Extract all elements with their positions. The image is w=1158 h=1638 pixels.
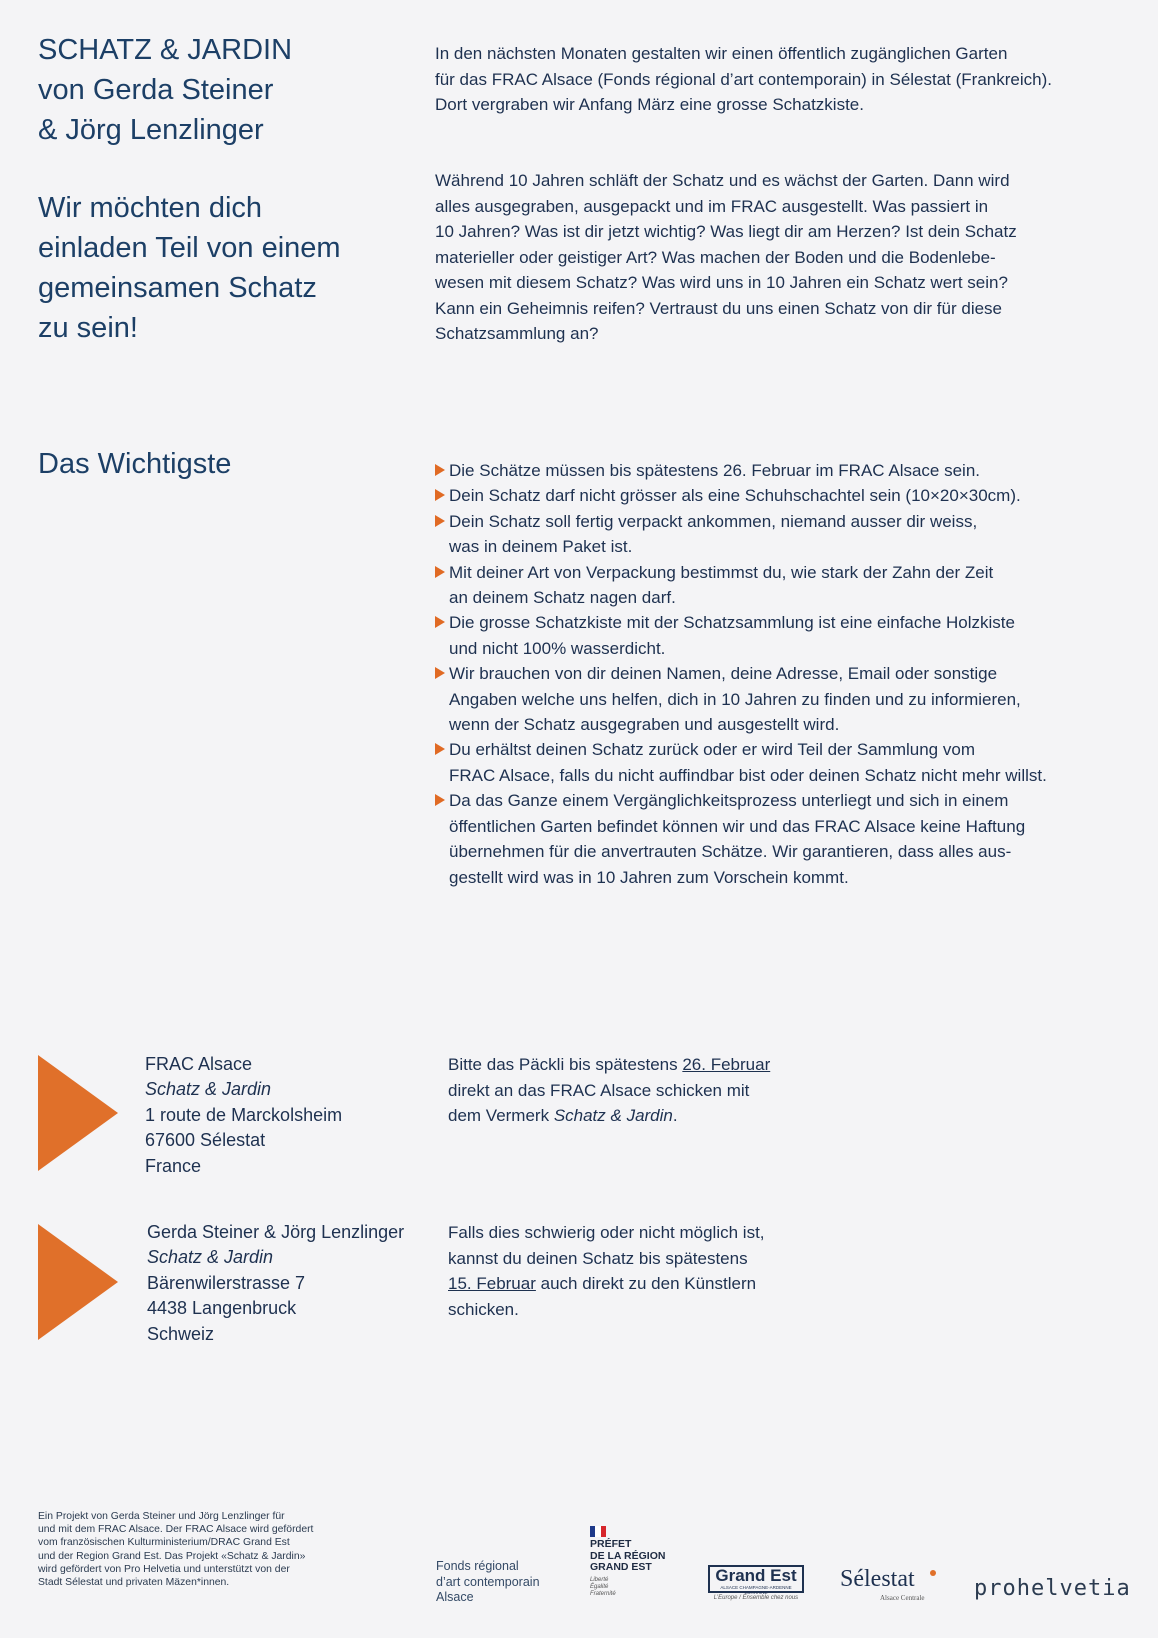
note-text: schicken.	[448, 1299, 519, 1319]
note-text: direkt an das FRAC Alsace schicken mit	[448, 1080, 750, 1100]
list-item-text: und nicht 100% wasserdicht.	[449, 638, 666, 658]
note-text: kannst du deinen Schatz bis spätestens	[448, 1248, 748, 1268]
credit-line: vom französischen Kulturministerium/DRAC Grand Est	[38, 1537, 290, 1549]
selestat-logo: Sélestat	[840, 1566, 915, 1592]
list-item	[435, 458, 1135, 483]
orange-triangle-icon	[38, 1224, 118, 1340]
triangle-bullet-icon	[435, 616, 445, 628]
deadline-date: 26. Februar	[682, 1055, 771, 1074]
selestat-logo-subtext: Alsace Centrale	[880, 1594, 925, 1602]
pro-helvetia-logo: prohelvetia	[974, 1576, 1131, 1601]
project-name: Schatz & Jardin	[553, 1106, 673, 1125]
title-line: SCHATZ & JARDIN	[38, 34, 293, 66]
intro-paragraph-2	[435, 168, 1135, 347]
section-title-important: Das Wichtigste	[38, 448, 232, 480]
grand-est-logo	[708, 1565, 804, 1593]
note-text: auch direkt zu den Künstlern	[535, 1274, 757, 1293]
footer-credits	[38, 1510, 378, 1589]
credit-line: wird gefördert von Pro Helvetia und unterstützt von der	[38, 1563, 290, 1575]
address-frac	[145, 1052, 342, 1179]
orange-triangle-icon	[38, 1055, 118, 1171]
triangle-bullet-icon	[435, 464, 445, 476]
list-item	[435, 661, 1135, 737]
logo-text: Grand Est	[715, 1566, 797, 1585]
list-item-text: Du erhältst deinen Schatz zurück oder er wird Teil der Sammlung vom	[449, 740, 975, 760]
list-item	[435, 610, 1135, 661]
logo-text: Alsace	[436, 1590, 474, 1604]
logo-text: DE LA RÉGION	[590, 1549, 666, 1562]
text-line: Dort vergraben wir Anfang März eine grosse Schatzkiste.	[435, 95, 864, 114]
note-text: dem Vermerk	[448, 1106, 554, 1125]
logo-text: PRÉFET	[590, 1538, 632, 1550]
logo-subtext: ALSACE CHAMPAGNE-ARDENNE LORRAINE	[720, 1585, 792, 1595]
list-item	[435, 483, 1135, 508]
triangle-bullet-icon	[435, 515, 445, 527]
title-line: von Gerda Steiner	[38, 74, 274, 106]
credit-line: Ein Projekt von Gerda Steiner und Jörg Lenzlinger für	[38, 1511, 285, 1522]
logo-motto: Liberté	[590, 1576, 609, 1583]
list-item	[435, 560, 1135, 611]
prefet-region-logo	[590, 1526, 690, 1598]
address-artists	[147, 1220, 404, 1347]
triangle-bullet-icon	[435, 743, 445, 755]
address-name: Gerda Steiner & Jörg Lenzlinger	[147, 1222, 405, 1242]
intro-paragraph-1	[435, 41, 1135, 118]
list-item-text: was in deinem Paket ist.	[449, 537, 633, 557]
logo-motto: Fraternité	[590, 1590, 616, 1597]
address-project: Schatz & Jardin	[145, 1079, 272, 1100]
invitation-heading	[38, 188, 398, 348]
triangle-bullet-icon	[435, 667, 445, 679]
text-line: In den nächsten Monaten gestalten wir einen öffentlich zugänglichen Garten	[435, 44, 1008, 63]
list-item-text: Angaben welche uns helfen, dich in 10 Jahren zu finden und zu informieren,	[449, 689, 1021, 709]
selestat-logo-mark-icon	[930, 1570, 936, 1576]
triangle-bullet-icon	[435, 566, 445, 578]
text-line: für das FRAC Alsace (Fonds régional d’art contemporain) in Sélestat (Frankreich).	[435, 69, 1052, 89]
logo-text: GRAND EST	[590, 1561, 652, 1573]
credit-line: Stadt Sélestat und privaten Mäzen*innen.	[38, 1577, 230, 1589]
triangle-bullet-icon	[435, 794, 445, 806]
list-item-text: gestellt wird was in 10 Jahren zum Vorschein kommt.	[449, 867, 849, 887]
triangle-bullet-icon	[435, 489, 445, 501]
french-flag-icon	[590, 1526, 606, 1537]
important-list	[435, 458, 1135, 890]
address-country: France	[145, 1155, 202, 1176]
page-title	[38, 30, 398, 150]
invite-line: gemeinsamen Schatz	[38, 272, 317, 304]
logo-text: Fonds régional	[436, 1559, 519, 1573]
list-item-text: Die Schätze müssen bis spätestens 26. Februar im FRAC Alsace sein.	[449, 461, 981, 480]
address-street: 1 route de Marckolsheim	[145, 1104, 343, 1125]
text-line: Während 10 Jahren schläft der Schatz und es wächst der Garten. Dann wird	[435, 171, 1010, 190]
address-project: Schatz & Jardin	[147, 1247, 274, 1268]
address-street: Bärenwilerstrasse 7	[147, 1272, 306, 1293]
text-line: wesen mit diesem Schatz? Was wird uns in 10 Jahren ein Schatz wert sein?	[435, 273, 1008, 292]
logo-text: d’art contemporain	[436, 1574, 540, 1589]
address-country: Schweiz	[147, 1323, 215, 1344]
address-city: 67600 Sélestat	[145, 1130, 266, 1151]
note-artists	[448, 1220, 765, 1322]
invite-line: Wir möchten dich	[38, 192, 263, 224]
list-item-text: Dein Schatz darf nicht grösser als eine Schuhschachtel sein (10×20×30cm).	[449, 486, 1021, 506]
text-line: 10 Jahren? Was ist dir jetzt wichtig? Was liegt dir am Herzen? Ist dein Schatz	[435, 222, 1017, 241]
list-item-text: Wir brauchen von dir deinen Namen, deine Adresse, Email oder sonstige	[449, 664, 998, 684]
list-item-text: Mit deiner Art von Verpackung bestimmst du, wie stark der Zahn der Zeit	[449, 562, 994, 582]
list-item-text: Da das Ganze einem Vergänglichkeitsprozess unterliegt und sich in einem	[449, 791, 1009, 811]
list-item-text: FRAC Alsace, falls du nicht auffindbar bist oder deinen Schatz nicht mehr willst.	[449, 765, 1047, 785]
list-item-text: an deinem Schatz nagen darf.	[449, 588, 676, 608]
list-item	[435, 737, 1135, 788]
title-line: & Jörg Lenzlinger	[38, 114, 264, 146]
deadline-date: 15. Februar	[448, 1274, 536, 1293]
note-text: Falls dies schwierig oder nicht möglich ist,	[448, 1223, 765, 1242]
list-item-text: Dein Schatz soll fertig verpackt ankommen, niemand ausser dir weiss,	[449, 511, 978, 531]
list-item	[435, 788, 1135, 890]
list-item-text: öffentlichen Garten befindet können wir und das FRAC Alsace keine Haftung	[449, 816, 1026, 836]
invite-line: einladen Teil von einem	[38, 232, 341, 264]
text-line: alles ausgegraben, ausgepackt und im FRAC ausgestellt. Was passiert in	[435, 196, 989, 216]
address-name: FRAC Alsace	[145, 1054, 253, 1074]
list-item-text: wenn der Schatz ausgegraben und ausgestellt wird.	[449, 715, 840, 735]
credit-line: und mit dem FRAC Alsace. Der FRAC Alsace wird gefördert	[38, 1524, 314, 1536]
note-frac	[448, 1052, 770, 1129]
text-line: materieller oder geistiger Art? Was machen der Boden und die Bodenlebe-	[435, 247, 996, 267]
credit-line: und der Region Grand Est. Das Projekt «Schatz & Jardin»	[38, 1550, 306, 1562]
text-line: Schatzsammlung an?	[435, 324, 599, 343]
note-text: Bitte das Päckli bis spätestens	[448, 1055, 683, 1074]
frac-alsace-logo	[436, 1559, 540, 1606]
grand-est-tagline: L’Europe / Ensemble chez nous	[713, 1595, 799, 1601]
list-item-text: Die grosse Schatzkiste mit der Schatzsammlung ist eine einfache Holzkiste	[449, 613, 1015, 633]
list-item	[435, 509, 1135, 560]
note-text: .	[672, 1106, 678, 1125]
invite-line: zu sein!	[38, 312, 138, 344]
address-city: 4438 Langenbruck	[147, 1298, 297, 1319]
logo-motto: Égalité	[590, 1583, 609, 1590]
text-line: Kann ein Geheimnis reifen? Vertraust du uns einen Schatz von dir für diese	[435, 298, 1003, 318]
list-item-text: übernehmen für die anvertrauten Schätze. Wir garantieren, dass alles aus-	[449, 842, 1012, 862]
